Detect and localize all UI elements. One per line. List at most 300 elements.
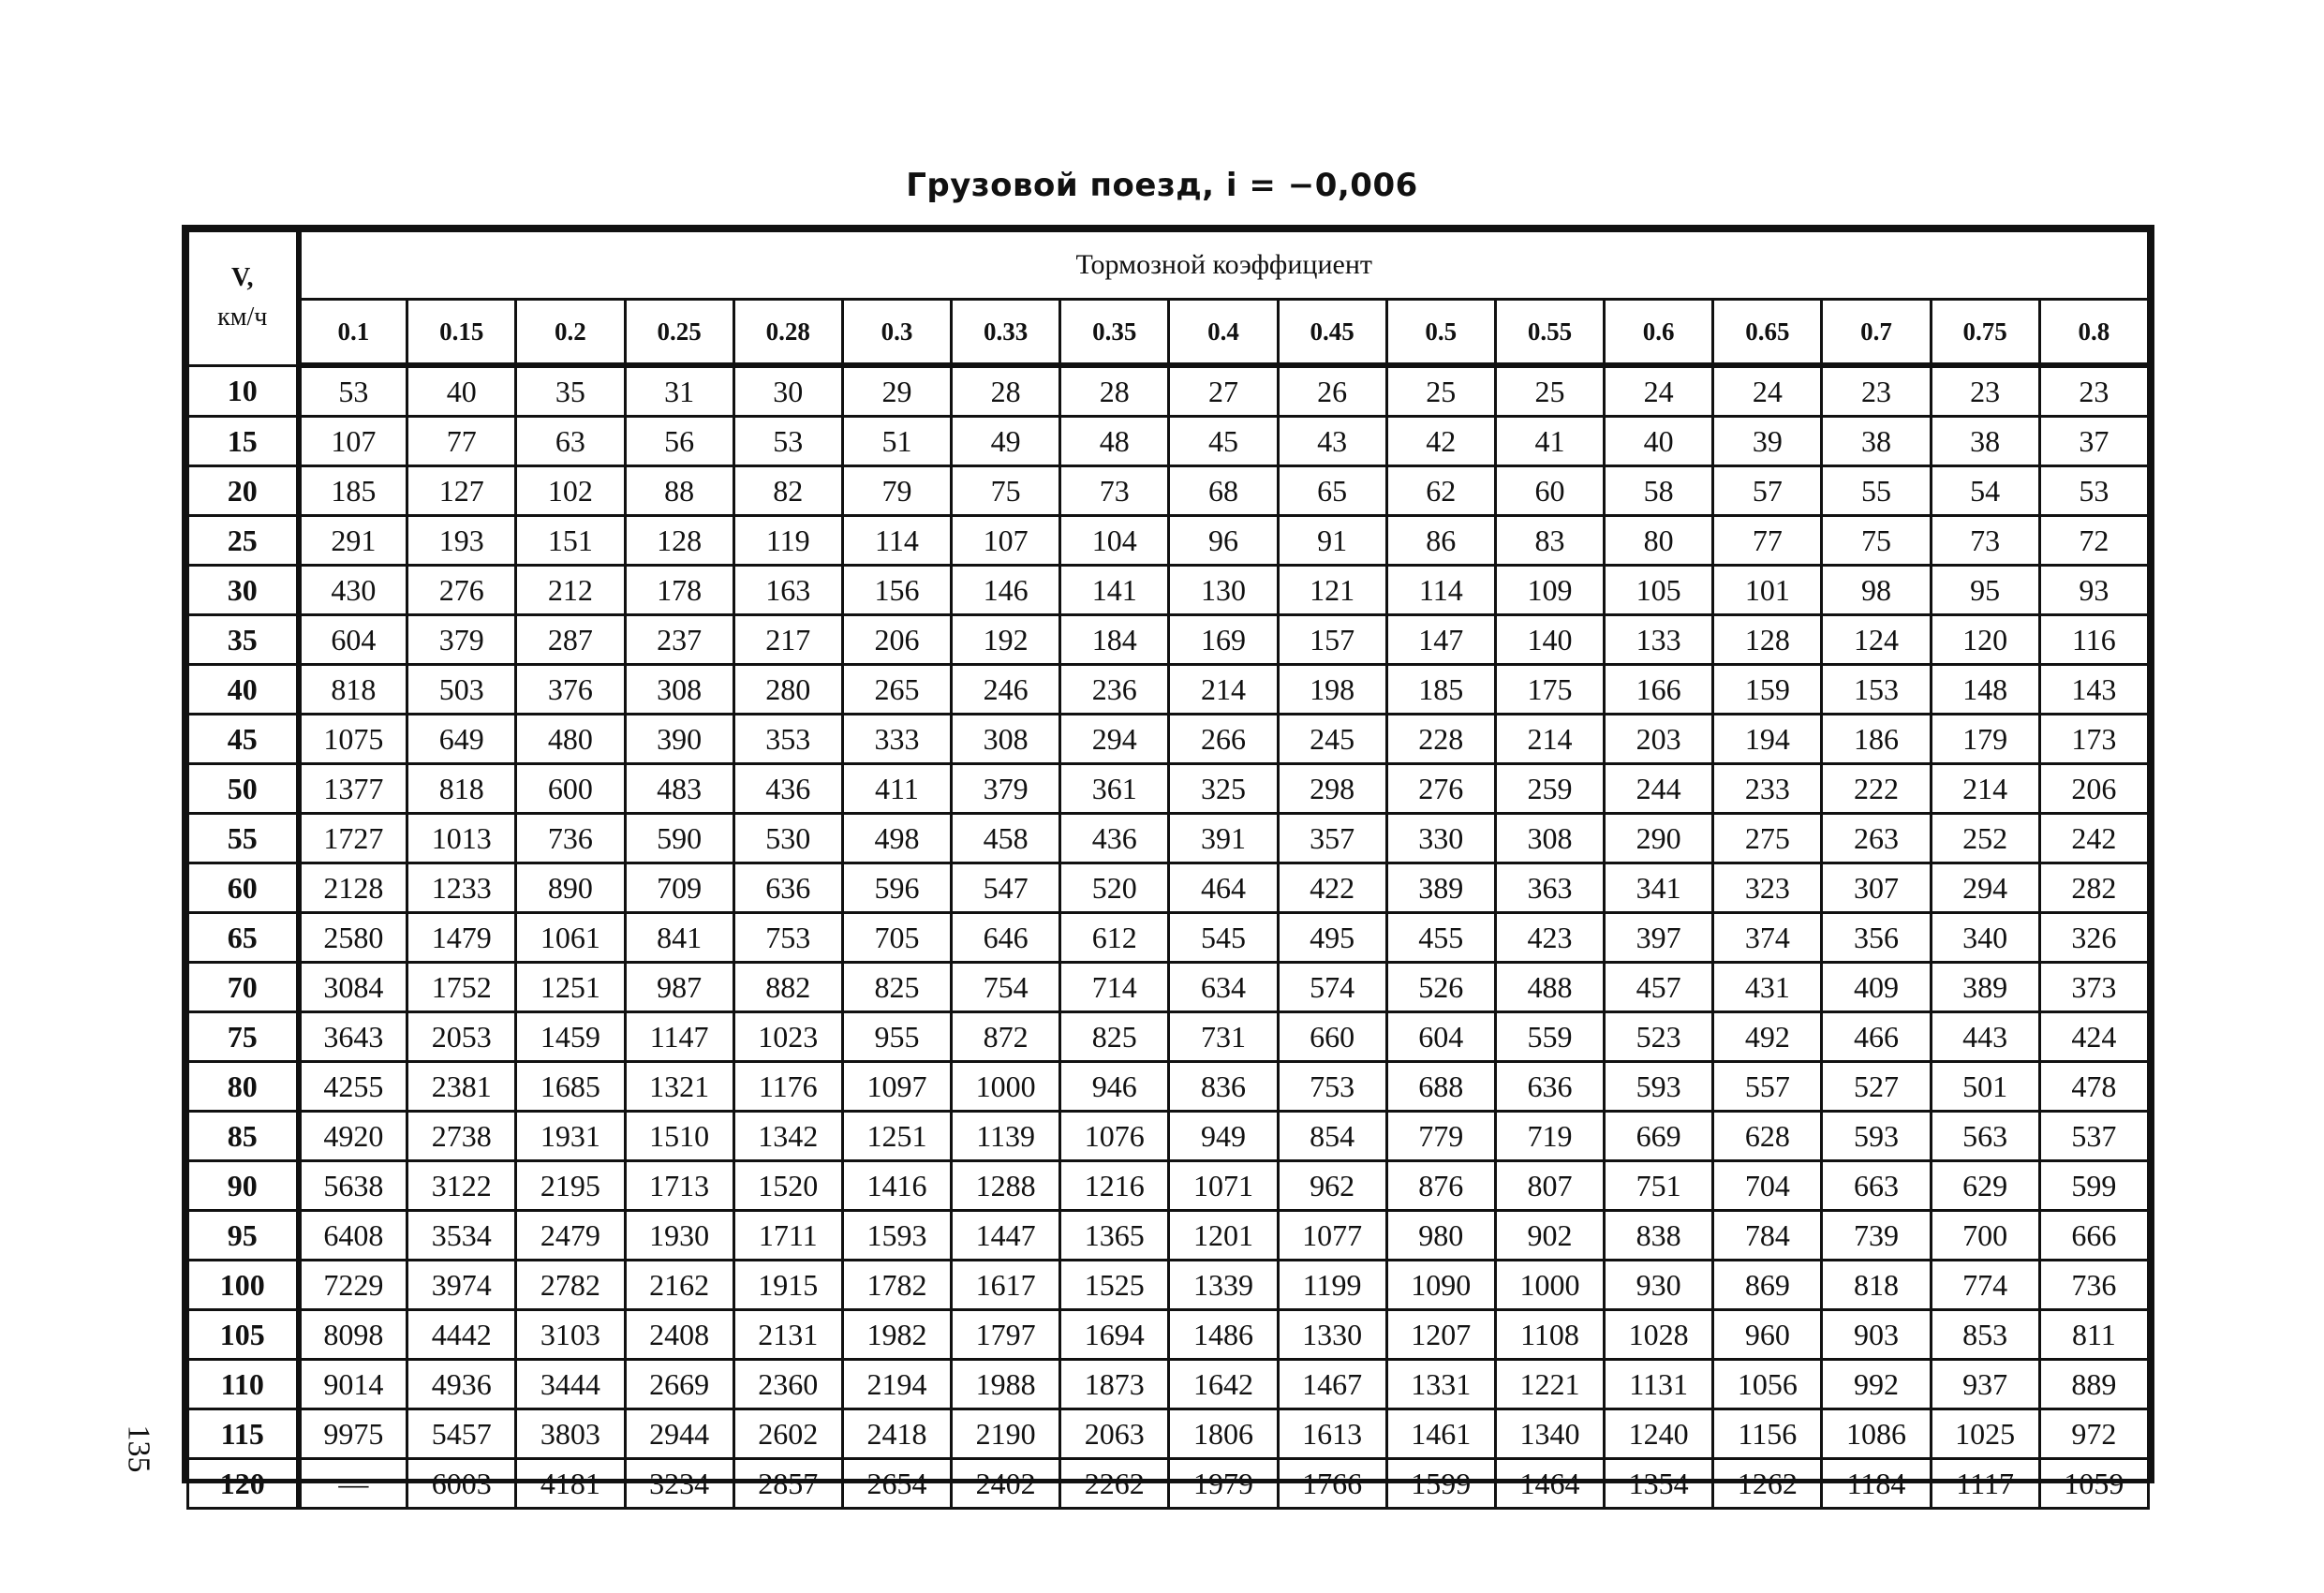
- speed-cell: 65: [188, 913, 299, 963]
- value-cell: 4255: [299, 1062, 407, 1112]
- speed-cell: 30: [188, 566, 299, 615]
- value-cell: 838: [1605, 1211, 1713, 1261]
- value-cell: 636: [733, 863, 842, 913]
- speed-cell: 75: [188, 1012, 299, 1062]
- speed-cell: 55: [188, 814, 299, 863]
- value-cell: 559: [1495, 1012, 1604, 1062]
- value-cell: 495: [1278, 913, 1386, 963]
- speed-cell: 70: [188, 963, 299, 1012]
- page-title: Грузовой поезд, i = −0,006: [906, 167, 1418, 204]
- value-cell: 6003: [407, 1459, 516, 1509]
- value-cell: 2738: [407, 1112, 516, 1161]
- value-cell: 1090: [1386, 1261, 1495, 1310]
- value-cell: 88: [625, 466, 733, 516]
- value-cell: 483: [625, 764, 733, 814]
- value-cell: 308: [1495, 814, 1604, 863]
- coefficient-header: 0.5: [1386, 300, 1495, 366]
- value-cell: 1086: [1822, 1409, 1931, 1459]
- value-cell: 1147: [625, 1012, 733, 1062]
- value-cell: 246: [952, 665, 1060, 715]
- table-row: [188, 466, 2149, 516]
- value-cell: 1642: [1169, 1360, 1278, 1409]
- value-cell: 185: [299, 466, 407, 516]
- value-cell: 1988: [952, 1360, 1060, 1409]
- coefficient-header: 0.65: [1713, 300, 1822, 366]
- speed-cell: 50: [188, 764, 299, 814]
- value-cell: 2381: [407, 1062, 516, 1112]
- value-cell: 1479: [407, 913, 516, 963]
- value-cell: 179: [1931, 715, 2039, 764]
- value-cell: 41: [1495, 417, 1604, 466]
- value-cell: 391: [1169, 814, 1278, 863]
- value-cell: 903: [1822, 1310, 1931, 1360]
- table-row: [188, 1459, 2149, 1509]
- value-cell: 86: [1386, 516, 1495, 566]
- speed-cell: 115: [188, 1409, 299, 1459]
- value-cell: 4442: [407, 1310, 516, 1360]
- table-row: [188, 566, 2149, 615]
- value-cell: 2195: [516, 1161, 625, 1211]
- value-cell: 1201: [1169, 1211, 1278, 1261]
- value-cell: 714: [1060, 963, 1169, 1012]
- value-cell: 72: [2039, 516, 2148, 566]
- value-cell: 105: [1605, 566, 1713, 615]
- value-cell: 298: [1278, 764, 1386, 814]
- value-cell: 294: [1931, 863, 2039, 913]
- value-cell: 1416: [842, 1161, 951, 1211]
- value-cell: 203: [1605, 715, 1713, 764]
- value-cell: 51: [842, 417, 951, 466]
- value-cell: 1330: [1278, 1310, 1386, 1360]
- value-cell: 1464: [1495, 1459, 1604, 1509]
- value-cell: 65: [1278, 466, 1386, 516]
- coefficient-header: 0.4: [1169, 300, 1278, 366]
- value-cell: 38: [1822, 417, 1931, 466]
- value-cell: 282: [2039, 863, 2148, 913]
- value-cell: 501: [1931, 1062, 2039, 1112]
- value-cell: 488: [1495, 963, 1604, 1012]
- value-cell: 2408: [625, 1310, 733, 1360]
- value-cell: 275: [1713, 814, 1822, 863]
- value-cell: 198: [1278, 665, 1386, 715]
- value-cell: 60: [1495, 466, 1604, 516]
- value-cell: 45: [1169, 417, 1278, 466]
- value-cell: 390: [625, 715, 733, 764]
- value-cell: 141: [1060, 566, 1169, 615]
- value-cell: 1447: [952, 1211, 1060, 1261]
- value-cell: 363: [1495, 863, 1604, 913]
- table-row: [188, 1012, 2149, 1062]
- value-cell: 1752: [407, 963, 516, 1012]
- group-header-row: [188, 231, 2149, 300]
- speed-cell: 60: [188, 863, 299, 913]
- value-cell: 1711: [733, 1211, 842, 1261]
- value-cell: 265: [842, 665, 951, 715]
- value-cell: 811: [2039, 1310, 2148, 1360]
- value-cell: 37: [2039, 417, 2148, 466]
- value-cell: 280: [733, 665, 842, 715]
- value-cell: 818: [299, 665, 407, 715]
- speed-cell: 80: [188, 1062, 299, 1112]
- value-cell: 79: [842, 466, 951, 516]
- value-cell: 1233: [407, 863, 516, 913]
- table-row: [188, 615, 2149, 665]
- value-cell: 457: [1605, 963, 1713, 1012]
- value-cell: 151: [516, 516, 625, 566]
- coefficient-header: 0.45: [1278, 300, 1386, 366]
- value-cell: 1365: [1060, 1211, 1169, 1261]
- value-cell: 739: [1822, 1211, 1931, 1261]
- value-cell: 308: [952, 715, 1060, 764]
- value-cell: 841: [625, 913, 733, 963]
- value-cell: 1613: [1278, 1409, 1386, 1459]
- value-cell: 1782: [842, 1261, 951, 1310]
- value-cell: 599: [2039, 1161, 2148, 1211]
- value-cell: 604: [1386, 1012, 1495, 1062]
- value-cell: 39: [1713, 417, 1822, 466]
- value-cell: 63: [516, 417, 625, 466]
- value-cell: 307: [1822, 863, 1931, 913]
- table-row: [188, 1310, 2149, 1360]
- value-cell: 143: [2039, 665, 2148, 715]
- value-cell: 987: [625, 963, 733, 1012]
- value-cell: 6408: [299, 1211, 407, 1261]
- value-cell: 83: [1495, 516, 1604, 566]
- table-row: [188, 715, 2149, 764]
- table-row: [188, 1360, 2149, 1409]
- value-cell: 96: [1169, 516, 1278, 566]
- value-cell: 128: [1713, 615, 1822, 665]
- value-cell: 523: [1605, 1012, 1713, 1062]
- value-cell: 276: [1386, 764, 1495, 814]
- value-cell: 526: [1386, 963, 1495, 1012]
- value-cell: 736: [2039, 1261, 2148, 1310]
- value-cell: 1156: [1713, 1409, 1822, 1459]
- value-cell: 1000: [952, 1062, 1060, 1112]
- value-cell: 498: [842, 814, 951, 863]
- value-cell: 557: [1713, 1062, 1822, 1112]
- value-cell: 634: [1169, 963, 1278, 1012]
- value-cell: 101: [1713, 566, 1822, 615]
- value-cell: 27: [1169, 365, 1278, 417]
- value-cell: 361: [1060, 764, 1169, 814]
- value-cell: 2402: [952, 1459, 1060, 1509]
- value-cell: 1377: [299, 764, 407, 814]
- value-cell: 77: [1713, 516, 1822, 566]
- value-cell: 8098: [299, 1310, 407, 1360]
- value-cell: 98: [1822, 566, 1931, 615]
- value-cell: 1339: [1169, 1261, 1278, 1310]
- value-cell: 54: [1931, 466, 2039, 516]
- value-cell: 660: [1278, 1012, 1386, 1062]
- value-cell: 40: [1605, 417, 1713, 466]
- value-cell: 458: [952, 814, 1060, 863]
- value-cell: 1806: [1169, 1409, 1278, 1459]
- value-cell: 3643: [299, 1012, 407, 1062]
- value-cell: 972: [2039, 1409, 2148, 1459]
- value-cell: 1288: [952, 1161, 1060, 1211]
- value-cell: 574: [1278, 963, 1386, 1012]
- value-cell: 1262: [1713, 1459, 1822, 1509]
- value-cell: 326: [2039, 913, 2148, 963]
- speed-cell: 100: [188, 1261, 299, 1310]
- value-cell: 1251: [842, 1112, 951, 1161]
- value-cell: 2580: [299, 913, 407, 963]
- value-cell: 980: [1386, 1211, 1495, 1261]
- value-cell: 178: [625, 566, 733, 615]
- table-row: [188, 1211, 2149, 1261]
- value-cell: 389: [1931, 963, 2039, 1012]
- value-cell: 2602: [733, 1409, 842, 1459]
- table-row: [188, 365, 2149, 417]
- value-cell: 1685: [516, 1062, 625, 1112]
- value-cell: 114: [1386, 566, 1495, 615]
- value-cell: 38: [1931, 417, 2039, 466]
- value-cell: 3803: [516, 1409, 625, 1459]
- value-cell: 276: [407, 566, 516, 615]
- value-cell: 357: [1278, 814, 1386, 863]
- value-cell: 75: [952, 466, 1060, 516]
- value-cell: 719: [1495, 1112, 1604, 1161]
- value-cell: 704: [1713, 1161, 1822, 1211]
- value-cell: 2053: [407, 1012, 516, 1062]
- value-cell: 73: [1931, 516, 2039, 566]
- value-cell: 373: [2039, 963, 2148, 1012]
- value-cell: 153: [1822, 665, 1931, 715]
- value-cell: 3122: [407, 1161, 516, 1211]
- value-cell: 1023: [733, 1012, 842, 1062]
- value-cell: 1075: [299, 715, 407, 764]
- value-cell: 237: [625, 615, 733, 665]
- value-cell: 80: [1605, 516, 1713, 566]
- value-cell: 1982: [842, 1310, 951, 1360]
- value-cell: 2190: [952, 1409, 1060, 1459]
- value-cell: 779: [1386, 1112, 1495, 1161]
- value-cell: 35: [516, 365, 625, 417]
- value-cell: 116: [2039, 615, 2148, 665]
- value-cell: 25: [1386, 365, 1495, 417]
- value-cell: 290: [1605, 814, 1713, 863]
- value-cell: 29: [842, 365, 951, 417]
- value-cell: 2194: [842, 1360, 951, 1409]
- value-cell: 53: [2039, 466, 2148, 516]
- value-cell: 206: [842, 615, 951, 665]
- value-cell: 9975: [299, 1409, 407, 1459]
- value-cell: 455: [1386, 913, 1495, 963]
- value-cell: 1108: [1495, 1310, 1604, 1360]
- value-cell: 960: [1713, 1310, 1822, 1360]
- value-cell: 5638: [299, 1161, 407, 1211]
- value-cell: 666: [2039, 1211, 2148, 1261]
- speed-cell: 20: [188, 466, 299, 516]
- value-cell: 1025: [1931, 1409, 2039, 1459]
- value-cell: 1061: [516, 913, 625, 963]
- speed-cell: 40: [188, 665, 299, 715]
- value-cell: 325: [1169, 764, 1278, 814]
- value-cell: 379: [407, 615, 516, 665]
- value-cell: 520: [1060, 863, 1169, 913]
- value-cell: 1176: [733, 1062, 842, 1112]
- value-cell: 700: [1931, 1211, 2039, 1261]
- value-cell: 2063: [1060, 1409, 1169, 1459]
- value-cell: 169: [1169, 615, 1278, 665]
- value-cell: 2669: [625, 1360, 733, 1409]
- speed-column-header: [188, 231, 299, 366]
- value-cell: 1340: [1495, 1409, 1604, 1459]
- value-cell: 159: [1713, 665, 1822, 715]
- value-cell: 193: [407, 516, 516, 566]
- value-cell: 222: [1822, 764, 1931, 814]
- value-cell: 1525: [1060, 1261, 1169, 1310]
- table-row: [188, 1112, 2149, 1161]
- value-cell: 424: [2039, 1012, 2148, 1062]
- speed-header-unit: км/ч: [217, 302, 268, 332]
- value-cell: 1354: [1605, 1459, 1713, 1509]
- value-cell: 872: [952, 1012, 1060, 1062]
- value-cell: 266: [1169, 715, 1278, 764]
- value-cell: 214: [1931, 764, 2039, 814]
- value-cell: 3444: [516, 1360, 625, 1409]
- value-cell: 1216: [1060, 1161, 1169, 1211]
- value-cell: 464: [1169, 863, 1278, 913]
- value-cell: 949: [1169, 1112, 1278, 1161]
- value-cell: 82: [733, 466, 842, 516]
- value-cell: 431: [1713, 963, 1822, 1012]
- value-cell: 93: [2039, 566, 2148, 615]
- value-cell: 236: [1060, 665, 1169, 715]
- value-cell: 636: [1495, 1062, 1604, 1112]
- value-cell: 7229: [299, 1261, 407, 1310]
- value-cell: 217: [733, 615, 842, 665]
- value-cell: 563: [1931, 1112, 2039, 1161]
- value-cell: 1617: [952, 1261, 1060, 1310]
- value-cell: 784: [1713, 1211, 1822, 1261]
- value-cell: 1321: [625, 1062, 733, 1112]
- value-cell: 825: [842, 963, 951, 1012]
- value-cell: 376: [516, 665, 625, 715]
- value-cell: 1251: [516, 963, 625, 1012]
- value-cell: 130: [1169, 566, 1278, 615]
- speed-cell: 45: [188, 715, 299, 764]
- value-cell: 663: [1822, 1161, 1931, 1211]
- value-cell: 308: [625, 665, 733, 715]
- value-cell: 23: [1822, 365, 1931, 417]
- value-cell: 2479: [516, 1211, 625, 1261]
- value-cell: 1930: [625, 1211, 733, 1261]
- braking-table: [186, 229, 2150, 1510]
- value-cell: 1331: [1386, 1360, 1495, 1409]
- value-cell: 58: [1605, 466, 1713, 516]
- value-cell: 48: [1060, 417, 1169, 466]
- value-cell: 43: [1278, 417, 1386, 466]
- value-cell: 409: [1822, 963, 1931, 1012]
- value-cell: 593: [1605, 1062, 1713, 1112]
- value-cell: 1486: [1169, 1310, 1278, 1360]
- value-cell: 147: [1386, 615, 1495, 665]
- value-cell: 962: [1278, 1161, 1386, 1211]
- value-cell: 736: [516, 814, 625, 863]
- value-cell: 9014: [299, 1360, 407, 1409]
- table-body: [188, 365, 2149, 1509]
- value-cell: 68: [1169, 466, 1278, 516]
- value-cell: 120: [1931, 615, 2039, 665]
- value-cell: 194: [1713, 715, 1822, 764]
- value-cell: 1467: [1278, 1360, 1386, 1409]
- coefficient-header: 0.28: [733, 300, 842, 366]
- speed-cell: 90: [188, 1161, 299, 1211]
- value-cell: 245: [1278, 715, 1386, 764]
- table-row: [188, 814, 2149, 863]
- value-cell: 1240: [1605, 1409, 1713, 1459]
- value-cell: 436: [733, 764, 842, 814]
- value-cell: 133: [1605, 615, 1713, 665]
- coefficient-header: 0.3: [842, 300, 951, 366]
- value-cell: 2262: [1060, 1459, 1169, 1509]
- value-cell: 411: [842, 764, 951, 814]
- value-cell: 184: [1060, 615, 1169, 665]
- value-cell: 91: [1278, 516, 1386, 566]
- value-cell: 104: [1060, 516, 1169, 566]
- value-cell: 333: [842, 715, 951, 764]
- value-cell: 593: [1822, 1112, 1931, 1161]
- value-cell: 353: [733, 715, 842, 764]
- value-cell: 992: [1822, 1360, 1931, 1409]
- value-cell: 287: [516, 615, 625, 665]
- value-cell: 492: [1713, 1012, 1822, 1062]
- value-cell: 340: [1931, 913, 2039, 963]
- value-cell: 323: [1713, 863, 1822, 913]
- value-cell: 1459: [516, 1012, 625, 1062]
- coefficient-header: 0.33: [952, 300, 1060, 366]
- table-row: [188, 1261, 2149, 1310]
- table-row: [188, 913, 2149, 963]
- coefficient-header: 0.55: [1495, 300, 1604, 366]
- value-cell: 1184: [1822, 1459, 1931, 1509]
- value-cell: 1593: [842, 1211, 951, 1261]
- value-cell: 853: [1931, 1310, 2039, 1360]
- value-cell: 1117: [1931, 1459, 2039, 1509]
- value-cell: 127: [407, 466, 516, 516]
- value-cell: 1873: [1060, 1360, 1169, 1409]
- value-cell: 869: [1713, 1261, 1822, 1310]
- value-cell: 119: [733, 516, 842, 566]
- coefficient-header: 0.75: [1931, 300, 2039, 366]
- value-cell: 156: [842, 566, 951, 615]
- value-cell: 75: [1822, 516, 1931, 566]
- speed-cell: 15: [188, 417, 299, 466]
- value-cell: 807: [1495, 1161, 1604, 1211]
- table-row: [188, 764, 2149, 814]
- coefficient-header: 0.15: [407, 300, 516, 366]
- value-cell: 890: [516, 863, 625, 913]
- value-cell: 836: [1169, 1062, 1278, 1112]
- value-cell: 163: [733, 566, 842, 615]
- speed-cell: 85: [188, 1112, 299, 1161]
- value-cell: 3084: [299, 963, 407, 1012]
- value-cell: 4920: [299, 1112, 407, 1161]
- value-cell: 2128: [299, 863, 407, 913]
- value-cell: 157: [1278, 615, 1386, 665]
- table-row: [188, 665, 2149, 715]
- value-cell: 114: [842, 516, 951, 566]
- speed-cell: 120: [188, 1459, 299, 1509]
- value-cell: 1931: [516, 1112, 625, 1161]
- value-cell: 818: [1822, 1261, 1931, 1310]
- value-cell: 3974: [407, 1261, 516, 1310]
- value-cell: 1915: [733, 1261, 842, 1310]
- speed-cell: 10: [188, 365, 299, 417]
- value-cell: 612: [1060, 913, 1169, 963]
